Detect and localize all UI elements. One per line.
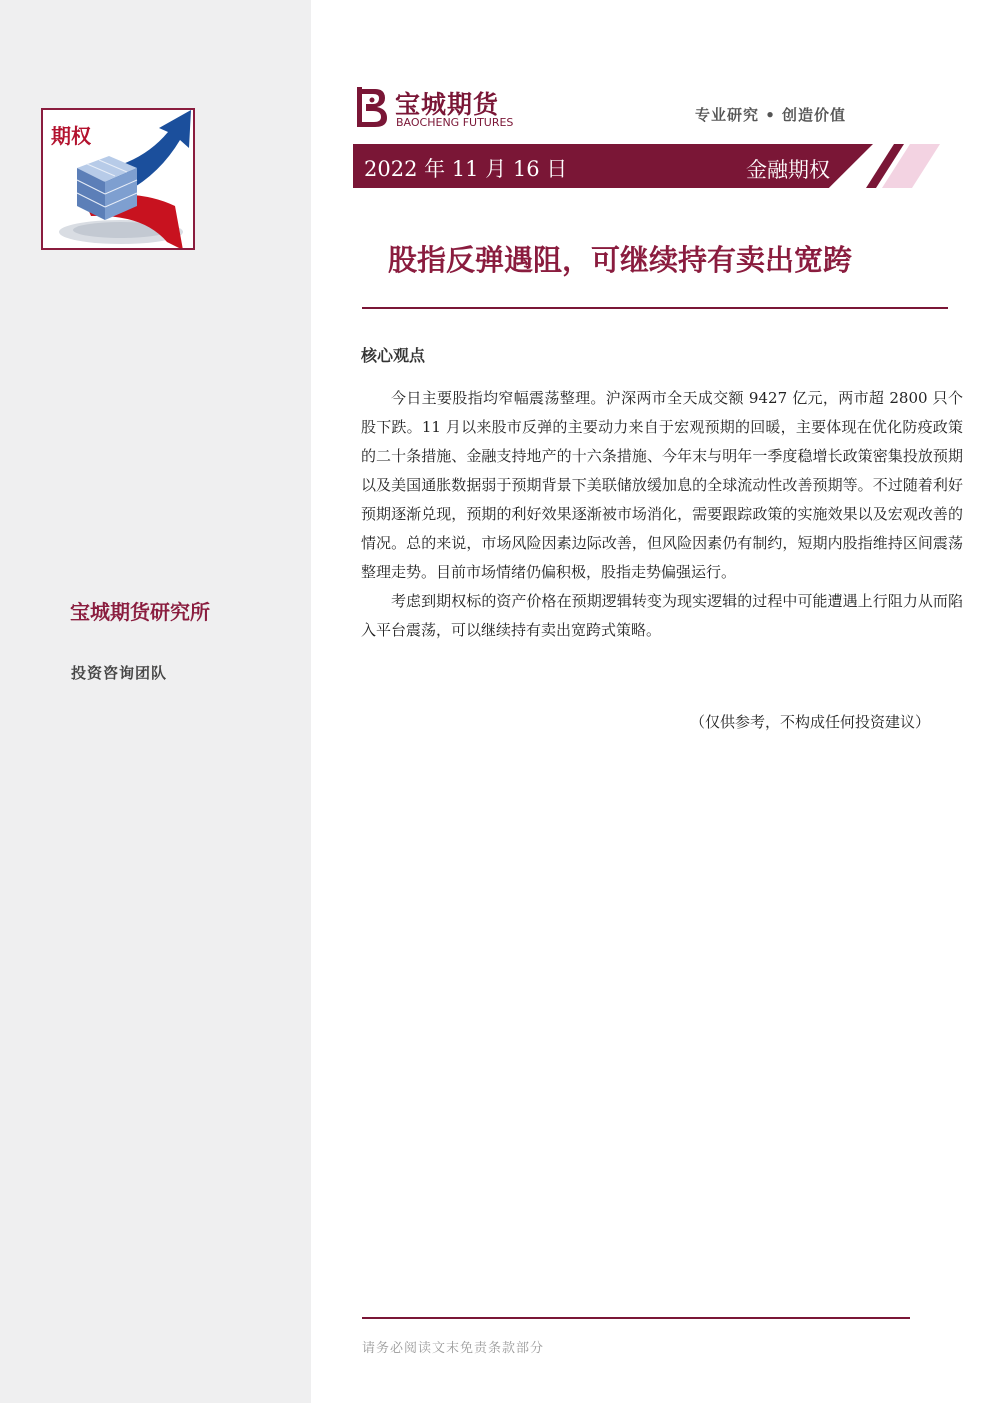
title-divider (362, 307, 948, 309)
cover-image (41, 108, 195, 250)
report-title: 股指反弹遇阻，可继续持有卖出宽跨 (388, 243, 853, 277)
report-body (361, 384, 963, 645)
institute-name: 宝城期货研究所 (70, 600, 210, 624)
report-date: 2022 年 11 月 16 日 (364, 157, 568, 181)
disclaimer: （仅供参考，不构成任何投资建议） (690, 713, 931, 731)
cover-label: 期权 (51, 124, 91, 148)
logo-english-text: BAOCHENG FUTURES (396, 116, 514, 129)
team-name: 投资咨询团队 (71, 664, 168, 682)
report-category: 金融期权 (746, 158, 830, 182)
slogan: 专业研究 • 创造价值 (695, 106, 847, 124)
footer-notice: 请务必阅读文末免责条款部分 (362, 1341, 545, 1356)
paragraph: 今日主要股指均窄幅震荡整理。沪深两市全天成交额 9427 亿元，两市超 2800 只个股下跌。11 月以来股市反弹的主要动力来自于宏观预期的回暖，主要体现在优化防疫政策的二十条措施、金融支持地产的十六条措施、今年末与明年一季度稳增长政策密集投放预期以及美国通胀数据弱于预期背景下美联储放缓加息的全球流动性改善预期等。不过随着利好预期逐渐兑现，预期的利好效果逐渐被市场消化，需要跟踪政策的实施效果以及宏观改善的情况。总的来说，市场风险因素边际改善，但风险因素仍有制约，短期内股指维持区间震荡整理走势。目前市场情绪仍偏积极，股指走势偏强运行。 (361, 389, 963, 581)
logo-chinese-text: 宝城期货 (395, 90, 500, 119)
banner-stripes (860, 144, 944, 188)
sidebar (0, 0, 311, 1403)
footer-divider (362, 1317, 910, 1319)
logo-emblem-icon (355, 85, 391, 129)
paragraph: 考虑到期权标的资产价格在预期逻辑转变为现实逻辑的过程中可能遭遇上行阻力从而陷入平台震荡，可以继续持有卖出宽跨式策略。 (361, 592, 963, 639)
section-heading: 核心观点 (361, 346, 426, 365)
